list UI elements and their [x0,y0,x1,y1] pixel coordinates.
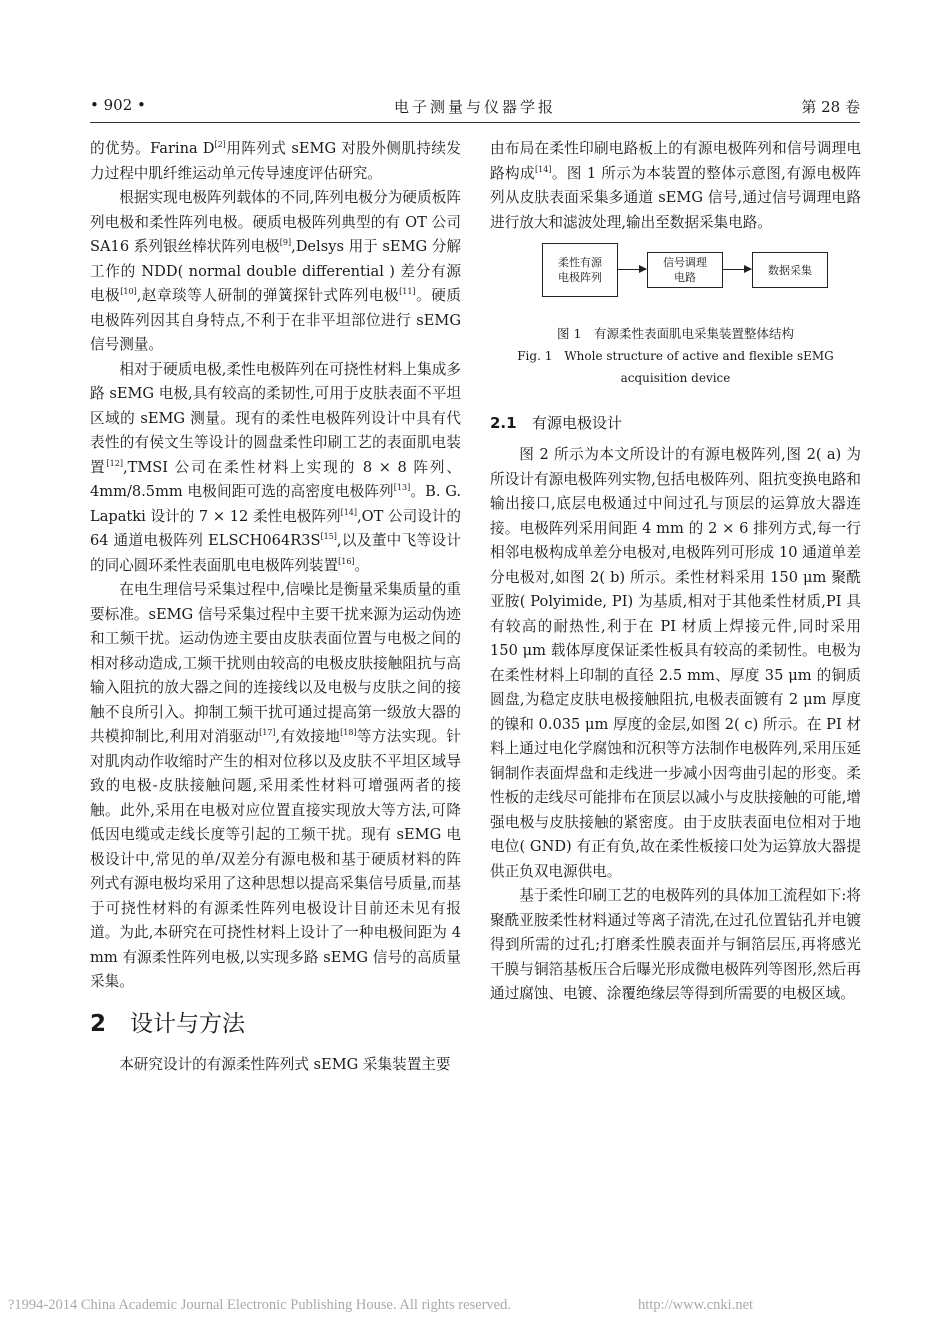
citation: [2] [214,140,226,149]
header-rule [90,122,860,123]
text-run: ,以及董中飞等设计的同心圆环柔性表面肌电电极阵列装置 [90,532,461,574]
paragraph: 本研究设计的有源柔性阵列式 sEMG 采集装置主要 [119,1055,451,1073]
journal-title: 电子测量与仪器学报 [393,98,556,116]
diagram-box-electrode-array [542,243,618,297]
citation: [12] [106,458,123,468]
diagram-arrow [617,269,646,270]
citation: [14] [535,164,552,174]
figure-caption-cn: 图 1 有源柔性表面肌电采集装置整体结构 [557,326,794,341]
text-run: ,赵章琰等人研制的弹簧探针式阵列电极 [136,287,400,304]
section-number: 2 [90,1010,107,1037]
figure-caption-en: acquisition device [620,371,731,385]
copyright-footer [8,1297,948,1314]
text-run: 。图 1 所示为本装置的整体示意图,有源电极阵列从皮肤表面采集多通道 sEMG 信号,通过信号调理电路进行放大和滤波处理,输出至数据采集电路。 [490,164,861,231]
page-number: • 902 • [90,96,146,114]
text-run: 在电生理信号采集过程中,信噪比是衡量采集质量的重要标准。sEMG 信号采集过程中主要干扰来源为运动伪迹和工频干扰。运动伪迹主要由皮肤表面位置与电极之间的相对移动造成,工频干扰则由较高的电极皮肤接触阻抗与高输入阻抗的放大器之间的连接线以及电极与皮肤之间的接触不良所引入。抑制工频干扰可通过提高第一级放大器的共模抑制比,利用对消驱动 [90,581,461,745]
diagram-box-label: 信号调理电路 [663,256,707,284]
text-run: 的优势。Farina D [90,140,215,157]
text-run: ,有效接地 [275,728,341,745]
left-column [90,137,461,1077]
text-run: ,OT 公司设计的 64 通道电极阵列 ELSCH064R3S [90,507,461,549]
text-run: 。硬质电极阵列因其自身特点,不利于在非平坦部位进行 sEMG 信号测量。 [90,287,461,353]
citation: [16] [338,556,355,566]
text-run: 。 [354,556,370,574]
diagram-box-data-acquisition [752,252,828,288]
text-run: 等方法实现。针对肌肉动作收缩时产生的相对位移以及皮肤不平坦区域导致的电极-皮肤接触问题,采用柔性材料可增强两者的接触。此外,采用在电极对应位置直接实现放大等方法,可降低因电缆或走线长度等引起的工频干扰。现有 sEMG 电极设计中,常见的单/双差分有源电极和基于硬质材料的阵列式有源电极均采用了这种思想以提高采集信号质量,而基于可挠性材料的有源柔性阵列电极设计目前还未见有报道。为此,本研究在可挠性材料上设计了一种电极间距为 4 mm 有源柔性阵列电极,以实现多路 sEMG 信号的高质量采集。 [90,728,461,990]
paragraph [90,137,461,186]
subsection-title: 有源电极设计 [532,414,623,432]
right-column [490,137,861,1007]
diagram-box-label: 数据采集 [768,263,812,277]
diagram-box-label: 柔性有源电极阵列 [558,256,602,284]
figure-1-diagram [490,235,861,315]
section-heading [90,1009,461,1039]
text-run: 由布局在柔性印刷电路板上的有源电极阵列和信号调理电路构成 [490,140,861,182]
running-header [90,96,860,122]
citation: [17] [259,728,276,737]
copyright-text: ?1994-2014 China Academic Journal Electronic Publishing House. All rights reserved. [8,1297,511,1313]
text-run: 根据实现电极阵列载体的不同,阵列电极分为硬质板阵列电极和柔性阵列电极。硬质电极阵列典型的有 OT 公司 SA16 系列银丝棒状阵列电极 [90,189,461,255]
text-run: 。B. G. Lapatki 设计的 7 × 12 柔性电极阵列 [90,483,462,525]
subsection-number: 2.1 [490,414,517,432]
citation: [18] [340,728,357,737]
citation: [10] [120,287,137,296]
citation: [13] [393,483,411,492]
footer-url: http://www.cnki.net [638,1297,754,1313]
paragraph: 基于柔性印刷工艺的电极阵列的具体加工流程如下:将聚酰亚胺柔性材料通过等离子清洗,在过孔位置钻孔并电镀得到所需的过孔;打磨柔性膜表面并与铜箔层压,再将感光干膜与铜箔基板压合后曝光形成微电极阵列等图形,然后再通过腐蚀、电镀、涂覆绝缘层等得到所需要的电极区域。 [490,887,861,1002]
paragraph [90,358,461,579]
figure-caption-en: Fig. 1 Whole structure of active and flexible sEMG [517,349,834,363]
citation: [15] [320,532,337,541]
text-run: 相对于硬质电极,柔性电极阵列在可挠性材料上集成多路 sEMG 电极,具有较高的柔韧性,可用于皮肤表面不平坦区域的 sEMG 测量。现有的柔性电极阵列设计中具有代表性的有侯文生等设计的圆盘柔性印刷工艺的表面肌电装置 [90,360,461,476]
paragraph [490,137,861,235]
subsection-heading [490,411,861,435]
volume-label: 第 28 卷 [801,98,860,116]
diagram-box-signal-conditioning [647,252,723,288]
text-run: ,Delsys 用于 sEMG 分解工作的 NDD( normal double differential ) 差分有源电极 [90,238,462,304]
text-run: 用阵列式 sEMG 对股外侧肌持续发力过程中肌纤维运动单元传导速度评估研究。 [90,140,461,182]
citation: [9] [279,238,292,247]
paragraph: 图 2 所示为本文所设计的有源电极阵列,图 2( a) 为所设计有源电极阵列实物,包括电极阵列、阻抗变换电路和输出接口,底层电极通过中间过孔与顶层的运算放大器连接。电极阵列采用间距 4 mm 的 2 × 6 排列方式,每一行相邻电极构成单差分电极对,电极阵列可形成 10 通道单差分电极对,如图 2( b) 所示。柔性材料采用 150 μm 聚酰亚胺( Polyimide, PI) 为基质,相对于其他柔性材质,PI 具有较高的耐热性,利于在 PI 材质上焊接元件,同时采用 150 μm 载体厚度保证柔性板具有较高的柔韧性。电极为在柔性材料上印制的直径 2.5 mm、厚度 35 μm 的铜质圆盘,为稳定皮肤电极接触阻抗,电极表面镀有 2 μm 厚度的镍和 0.035 μm 厚度的金层,如图 2( c) 所示。在 PI 材料上通过电化学腐蚀和沉积等方法制作电极阵列,采用压延铜制作表面焊盘和走线进一步减小因弯曲引起的形变。柔性板的走线尽可能排布在顶层以减小与皮肤接触的可能,增强电极与皮肤接触的紧密度。由于皮肤表面电位相对于地电位( GND) 有正有负,故在柔性板接口处为运算放大器提供正负双电源供电。 [490,446,861,880]
citation: [14] [340,507,357,517]
section-title: 设计与方法 [130,1010,245,1037]
paragraph [90,578,461,995]
citation: [11] [399,287,416,296]
diagram-arrow [722,269,751,270]
paragraph [90,186,461,358]
text-run: ,TMSI 公司在柔性材料上实现的 8 × 8 阵列、4mm/8.5mm 电极间距可选的高密度电极阵列 [90,458,461,500]
